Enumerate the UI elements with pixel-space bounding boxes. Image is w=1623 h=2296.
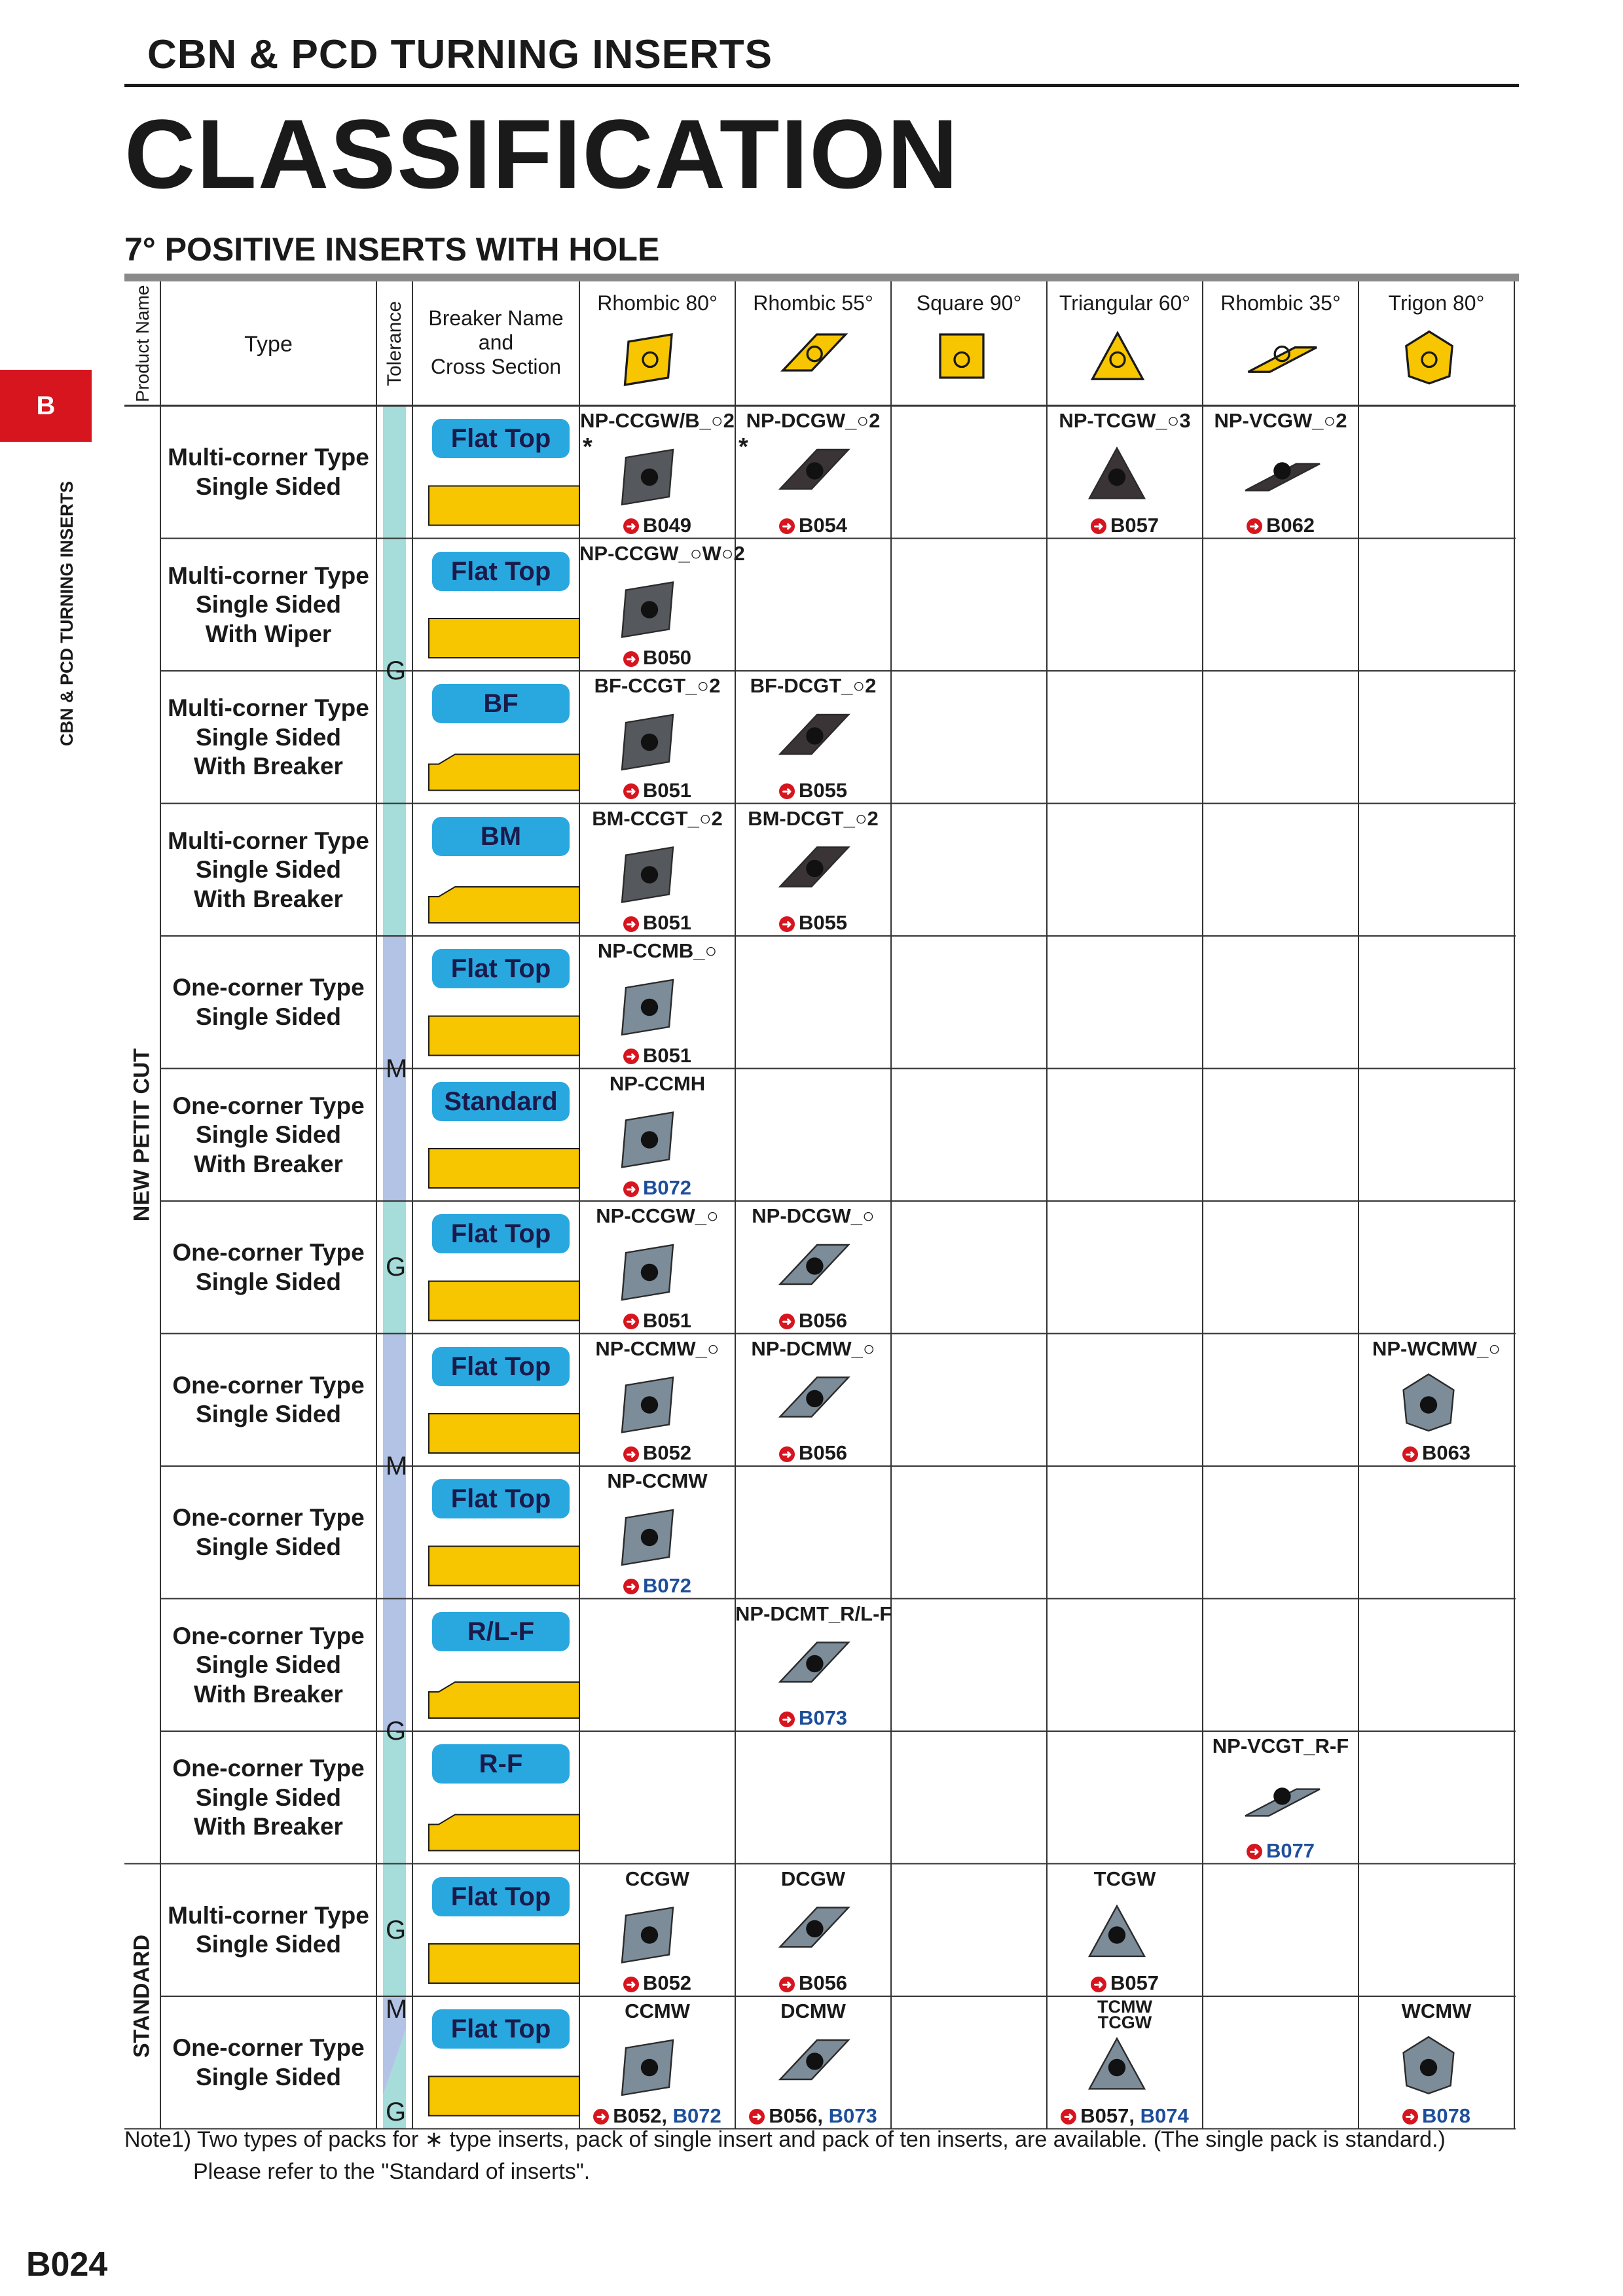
column-header-3: Triangular 60° xyxy=(1059,291,1191,315)
page-title: CLASSIFICATION xyxy=(124,99,960,209)
page-reference xyxy=(579,514,735,537)
insert-code-line: NP-DCMT_R/L-F xyxy=(735,1602,892,1625)
row-type-line: One-corner Type xyxy=(172,1371,365,1399)
page-reference-link[interactable]: B056 xyxy=(769,2104,818,2127)
page-reference-link[interactable]: B054 xyxy=(798,513,848,537)
insert-photo-icon xyxy=(780,1378,848,1417)
insert-photo-icon xyxy=(780,2040,848,2079)
row-type-line: Single Sided xyxy=(195,1931,342,1958)
page-reference xyxy=(1203,514,1359,537)
group-new-petit-cut: NEW PETIT CUT xyxy=(129,1048,155,1221)
page-reference xyxy=(579,779,735,802)
insert-photo-icon xyxy=(622,1378,673,1433)
arrow-right-icon: ➜ xyxy=(1091,518,1106,534)
insert-photo-icon xyxy=(780,848,848,887)
insert-photo-icon xyxy=(622,980,673,1035)
insert-code xyxy=(1047,1999,1203,2031)
page-reference xyxy=(579,1971,735,1995)
insert-photo-icon xyxy=(1089,2039,1144,2089)
insert-code xyxy=(579,1867,735,1891)
header-tolerance: Tolerance xyxy=(383,300,405,387)
insert-code-line: NP-CCGW_○W○2 xyxy=(579,541,745,565)
page-reference-link[interactable]: B051 xyxy=(642,778,692,802)
insert-shape-icon xyxy=(1406,332,1452,384)
insert-photo-icon xyxy=(780,1908,848,1947)
insert-code xyxy=(579,806,735,831)
arrow-right-icon: ➜ xyxy=(623,916,639,932)
page-reference-link[interactable]: B052 xyxy=(642,1441,692,1464)
arrow-right-icon: ➜ xyxy=(779,916,795,932)
page-reference-link[interactable]: B073 xyxy=(828,2104,877,2127)
insert-code-line: WCMW xyxy=(1401,2000,1472,2022)
page-reference-link[interactable]: B051 xyxy=(642,1308,692,1332)
breaker-cross-section xyxy=(429,1282,579,1321)
row-type-line: With Breaker xyxy=(194,753,343,780)
insert-code xyxy=(735,1602,891,1626)
insert-shape-icon xyxy=(625,334,672,385)
insert-code xyxy=(1047,408,1203,433)
row-type-line: Single Sided xyxy=(195,1401,342,1428)
row-type-label xyxy=(160,694,376,781)
row-type-line: Single Sided xyxy=(195,1651,342,1679)
page-reference-link[interactable]: B072 xyxy=(642,1573,692,1597)
row-type-label xyxy=(160,443,376,501)
row-type-line: Single Sided xyxy=(195,1533,342,1560)
arrow-right-icon: ➜ xyxy=(779,1977,795,1992)
insert-code xyxy=(735,1999,891,2023)
arrow-right-icon: ➜ xyxy=(779,1712,795,1727)
breaker-cross-section xyxy=(429,619,579,658)
section-title: CBN & PCD TURNING INSERTS xyxy=(147,32,773,77)
insert-code-line: NP-CCMW xyxy=(607,1469,708,1492)
row-type-line: Single Sided xyxy=(195,1784,342,1811)
arrow-right-icon: ➜ xyxy=(623,1446,639,1462)
row-type-label xyxy=(160,1622,376,1709)
insert-code-line: NP-VCGT_R-F xyxy=(1212,1734,1349,1757)
insert-photo-icon xyxy=(622,583,673,637)
insert-code xyxy=(735,806,891,831)
breaker-cross-section xyxy=(429,2077,579,2116)
breaker-name-badge: BM xyxy=(432,817,570,856)
breaker-cross-section xyxy=(429,1149,579,1188)
page-reference-link[interactable]: B052 xyxy=(642,1971,692,1994)
row-type-label xyxy=(160,1092,376,1179)
breaker-name-badge: Flat Top xyxy=(432,1214,570,1253)
page-reference-link[interactable]: B078 xyxy=(1421,2104,1471,2127)
breaker-name-badge: R/L-F xyxy=(432,1612,570,1651)
page-reference xyxy=(579,911,735,935)
row-type-line: One-corner Type xyxy=(172,1092,365,1119)
header-breaker-line: Breaker Name xyxy=(428,306,564,330)
page-reference xyxy=(579,1309,735,1333)
insert-code-line: NP-VCGW_○2 xyxy=(1214,409,1347,432)
insert-code xyxy=(579,1999,735,2023)
arrow-right-icon: ➜ xyxy=(779,1446,795,1462)
row-type-line: Multi-corner Type xyxy=(168,562,369,589)
insert-code-line: NP-WCMW_○ xyxy=(1372,1336,1501,1360)
arrow-right-icon: ➜ xyxy=(1402,2109,1418,2125)
column-header-5: Trigon 80° xyxy=(1388,291,1485,315)
tolerance-label: G xyxy=(386,1915,407,1945)
arrow-right-icon: ➜ xyxy=(623,1579,639,1594)
page-reference-link[interactable]: B077 xyxy=(1266,1839,1315,1862)
page-reference-link[interactable]: B055 xyxy=(798,778,848,802)
insert-code xyxy=(579,1469,735,1493)
page-subtitle: 7° POSITIVE INSERTS WITH HOLE xyxy=(124,231,660,268)
arrow-right-icon: ➜ xyxy=(623,783,639,799)
page-reference-link[interactable]: B051 xyxy=(642,1043,692,1067)
insert-code xyxy=(735,1867,891,1891)
arrow-right-icon: ➜ xyxy=(1247,518,1262,534)
row-type-label xyxy=(160,1754,376,1841)
insert-photo-icon xyxy=(780,715,848,754)
arrow-right-icon: ➜ xyxy=(779,783,795,799)
breaker-cross-section xyxy=(429,1815,579,1851)
page-reference xyxy=(735,1309,891,1333)
page-reference-link[interactable]: B063 xyxy=(1421,1441,1471,1464)
insert-code xyxy=(579,939,735,963)
page-reference-link[interactable]: B073 xyxy=(798,1706,848,1729)
page-reference xyxy=(735,779,891,802)
insert-code-line: DCMW xyxy=(780,2000,846,2022)
insert-photo-icon xyxy=(622,1510,673,1565)
asterisk-mark: * xyxy=(739,433,748,461)
header-product-name: Product Name xyxy=(132,285,153,403)
page-reference xyxy=(579,1441,735,1465)
page-reference xyxy=(735,911,891,935)
tolerance-band xyxy=(383,1334,406,1732)
arrow-right-icon: ➜ xyxy=(779,1314,795,1329)
page-reference xyxy=(735,1706,891,1730)
insert-photo-icon xyxy=(622,1113,673,1168)
row-type-line: With Breaker xyxy=(194,1150,343,1177)
insert-code xyxy=(1047,1867,1203,1891)
breaker-name-badge: R-F xyxy=(432,1744,570,1784)
insert-photo-icon xyxy=(1404,2037,1454,2093)
reference-separator: , xyxy=(661,2104,673,2127)
header-breaker-line: Cross Section xyxy=(430,354,562,378)
page-reference-link[interactable]: B057 xyxy=(1110,1971,1159,1994)
insert-photo-icon xyxy=(1089,448,1144,499)
page-reference-link[interactable]: B056 xyxy=(798,1971,848,1994)
insert-code-line: NP-CCMB_○ xyxy=(597,939,718,962)
breaker-cross-section xyxy=(429,887,579,923)
page-reference-link[interactable]: B057 xyxy=(1110,513,1159,537)
insert-photo-icon xyxy=(622,848,673,903)
insert-shape-icon xyxy=(940,334,983,378)
breaker-name-badge: Flat Top xyxy=(432,2009,570,2049)
row-type-line: Single Sided xyxy=(195,856,342,884)
insert-photo-icon xyxy=(1245,462,1320,490)
insert-code xyxy=(579,673,735,698)
insert-shape-icon xyxy=(1093,333,1143,379)
side-section-label-text: CBN & PCD TURNING INSERTS xyxy=(57,480,77,746)
row-type-line: With Breaker xyxy=(194,885,343,912)
insert-photo-icon xyxy=(1404,1374,1454,1431)
breaker-name-badge: Flat Top xyxy=(432,1347,570,1386)
page-reference xyxy=(579,1574,735,1598)
arrow-right-icon: ➜ xyxy=(1061,2109,1076,2125)
arrow-right-icon: ➜ xyxy=(1091,1977,1106,1992)
header-type: Type xyxy=(244,332,293,357)
insert-shape-icon xyxy=(1249,347,1317,372)
insert-code xyxy=(579,1204,735,1228)
insert-code xyxy=(1203,408,1359,433)
insert-photo-icon xyxy=(780,1245,848,1284)
insert-code xyxy=(735,1204,891,1228)
row-type-line: One-corner Type xyxy=(172,1239,365,1266)
header-breaker xyxy=(412,306,579,378)
page-reference xyxy=(735,1971,891,1995)
arrow-right-icon: ➜ xyxy=(1247,1844,1262,1859)
arrow-right-icon: ➜ xyxy=(593,2109,609,2125)
insert-code-line: BM-DCGT_○2 xyxy=(748,806,879,830)
page-reference-link[interactable]: B057 xyxy=(1080,2104,1129,2127)
row-type-line: Single Sided xyxy=(195,1121,342,1149)
insert-code xyxy=(1359,1336,1514,1361)
arrow-right-icon: ➜ xyxy=(623,1314,639,1329)
row-type-label xyxy=(160,2034,376,2092)
insert-code xyxy=(579,541,745,565)
insert-code-line: CCMW xyxy=(625,2000,690,2022)
breaker-name-badge: Standard xyxy=(432,1082,570,1121)
tolerance-label: G xyxy=(386,1253,407,1282)
row-type-line: With Breaker xyxy=(194,1680,343,1708)
breaker-name-badge: Flat Top xyxy=(432,949,570,988)
footnote xyxy=(124,2124,1446,2189)
row-type-line: Multi-corner Type xyxy=(168,827,369,854)
reference-separator: , xyxy=(1129,2104,1140,2127)
page-reference xyxy=(1203,1839,1359,1863)
page-reference-link[interactable]: B049 xyxy=(642,513,692,537)
insert-code-line: NP-CCMH xyxy=(609,1071,706,1095)
insert-code xyxy=(1203,1734,1359,1758)
row-type-line: Single Sided xyxy=(195,473,342,500)
insert-code xyxy=(1359,1999,1514,2023)
row-type-line: One-corner Type xyxy=(172,974,365,1001)
column-header-4: Rhombic 35° xyxy=(1220,291,1341,315)
page-reference xyxy=(579,1044,735,1067)
insert-code-line: BM-CCGT_○2 xyxy=(592,806,723,830)
row-type-label xyxy=(160,1901,376,1960)
tolerance-label: G xyxy=(386,656,407,685)
page-reference-link[interactable]: B052 xyxy=(613,2104,662,2127)
row-type-line: Multi-corner Type xyxy=(168,444,369,471)
section-tab[interactable]: B xyxy=(0,370,92,442)
breaker-cross-section xyxy=(429,1414,579,1453)
insert-code-line: TCGW xyxy=(1093,1867,1156,1890)
insert-code-line: NP-DCGW_○ xyxy=(752,1204,875,1227)
row-type-line: With Wiper xyxy=(205,620,332,647)
insert-photo-icon xyxy=(1089,1906,1144,1956)
arrow-right-icon: ➜ xyxy=(623,518,639,534)
row-type-line: Single Sided xyxy=(195,723,342,751)
asterisk-mark: * xyxy=(583,433,593,461)
breaker-cross-section xyxy=(429,1016,579,1056)
breaker-name-badge: Flat Top xyxy=(432,419,570,458)
footnote-line-2: Please refer to the "Standard of inserts". xyxy=(193,2159,591,2185)
row-type-line: Single Sided xyxy=(195,591,342,619)
insert-code-line: DCGW xyxy=(780,1867,846,1890)
row-type-line: One-corner Type xyxy=(172,1622,365,1649)
page-reference-link[interactable]: B074 xyxy=(1140,2104,1189,2127)
page-reference-link[interactable]: B072 xyxy=(642,1176,692,1199)
insert-code-line: NP-TCGW_○3 xyxy=(1059,409,1191,432)
row-type-line: Multi-corner Type xyxy=(168,694,369,722)
row-type-label xyxy=(160,562,376,649)
column-header-1: Rhombic 55° xyxy=(753,291,873,315)
insert-photo-icon xyxy=(1245,1787,1320,1816)
page-reference xyxy=(1047,514,1203,537)
breaker-name-badge: Flat Top xyxy=(432,1877,570,1916)
page-reference-link[interactable]: B062 xyxy=(1266,513,1315,537)
insert-code xyxy=(735,673,891,698)
arrow-right-icon: ➜ xyxy=(1402,1446,1418,1462)
tolerance-label: M xyxy=(386,1054,408,1083)
reference-separator: , xyxy=(817,2104,829,2127)
breaker-cross-section xyxy=(429,486,579,526)
insert-code xyxy=(735,1336,891,1361)
column-header-0: Rhombic 80° xyxy=(597,291,718,315)
insert-photo-icon xyxy=(622,1908,673,1963)
breaker-cross-section xyxy=(429,1944,579,1983)
row-type-line: Single Sided xyxy=(195,1268,342,1295)
insert-code xyxy=(735,408,891,433)
insert-code-line: TCGW xyxy=(1097,2013,1152,2033)
breaker-cross-section xyxy=(429,755,579,791)
tolerance-label: M xyxy=(386,1452,408,1480)
row-type-label xyxy=(160,973,376,1031)
row-type-line: One-corner Type xyxy=(172,1755,365,1782)
tolerance-label: G xyxy=(386,1717,407,1746)
insert-photo-icon xyxy=(622,1245,673,1300)
row-type-line: One-corner Type xyxy=(172,2034,365,2062)
insert-code xyxy=(579,1071,735,1096)
insert-code-line: NP-CCMW_○ xyxy=(595,1336,720,1360)
page-reference-link[interactable]: B051 xyxy=(642,911,692,934)
insert-photo-icon xyxy=(780,450,848,489)
tolerance-label: M xyxy=(386,1995,408,2024)
page-reference-link[interactable]: B055 xyxy=(798,911,848,934)
row-type-line: Single Sided xyxy=(195,1003,342,1030)
row-type-label xyxy=(160,1238,376,1297)
page-reference xyxy=(735,514,891,537)
row-type-label xyxy=(160,1371,376,1429)
insert-code xyxy=(579,1336,735,1361)
page-reference-link[interactable]: B056 xyxy=(798,1308,848,1332)
arrow-right-icon: ➜ xyxy=(749,2109,765,2125)
insert-code-line: BF-CCGT_○2 xyxy=(594,674,721,697)
page-reference xyxy=(579,1176,735,1200)
page-reference-link[interactable]: B072 xyxy=(672,2104,721,2127)
insert-code-line: TCMW xyxy=(1097,1997,1152,2017)
breaker-name-badge: Flat Top xyxy=(432,1479,570,1518)
insert-code-line: NP-CCGW_○ xyxy=(596,1204,719,1227)
page-number: B024 xyxy=(26,2246,108,2284)
row-type-label xyxy=(160,827,376,914)
row-type-line: Multi-corner Type xyxy=(168,1901,369,1929)
insert-photo-icon xyxy=(780,1643,848,1682)
row-type-line: With Breaker xyxy=(194,1813,343,1840)
arrow-right-icon: ➜ xyxy=(623,651,639,667)
insert-code-line: NP-CCGW/B_○2 xyxy=(580,409,735,432)
insert-shape-icon xyxy=(783,334,846,370)
arrow-right-icon: ➜ xyxy=(779,518,795,534)
arrow-right-icon: ➜ xyxy=(623,1977,639,1992)
header-breaker-line: and xyxy=(478,330,514,354)
page-reference-link[interactable]: B056 xyxy=(798,1441,848,1464)
footnote-line-1: Note1) Two types of packs for ∗ type inserts, pack of single insert and pack of ten inserts, are available. (The single pack is standard.) xyxy=(124,2127,1446,2152)
column-header-2: Square 90° xyxy=(916,291,1022,315)
insert-code-line: NP-DCMW_○ xyxy=(751,1336,875,1360)
arrow-right-icon: ➜ xyxy=(623,1181,639,1197)
page-reference xyxy=(735,1441,891,1465)
arrow-right-icon: ➜ xyxy=(623,1049,639,1064)
insert-code-line: CCGW xyxy=(625,1867,690,1890)
page-reference xyxy=(1047,1971,1203,1995)
insert-code-line: NP-DCGW_○2 xyxy=(746,409,881,432)
group-standard: STANDARD xyxy=(129,1934,155,2058)
breaker-name-badge: Flat Top xyxy=(432,552,570,591)
insert-code xyxy=(579,408,735,433)
breaker-cross-section xyxy=(429,1682,579,1718)
row-type-label xyxy=(160,1503,376,1562)
insert-photo-icon xyxy=(622,450,673,505)
insert-code-line: BF-DCGT_○2 xyxy=(750,674,877,697)
breaker-cross-section xyxy=(429,1547,579,1586)
tolerance-label: G xyxy=(386,2097,407,2126)
insert-photo-icon xyxy=(622,715,673,770)
page-reference-link[interactable]: B050 xyxy=(642,646,692,669)
row-type-line: Single Sided xyxy=(195,2063,342,2090)
insert-photo-icon xyxy=(622,2040,673,2095)
page-reference xyxy=(1359,1441,1514,1465)
row-type-line: One-corner Type xyxy=(172,1504,365,1532)
page-reference xyxy=(579,646,735,670)
breaker-name-badge: BF xyxy=(432,684,570,723)
